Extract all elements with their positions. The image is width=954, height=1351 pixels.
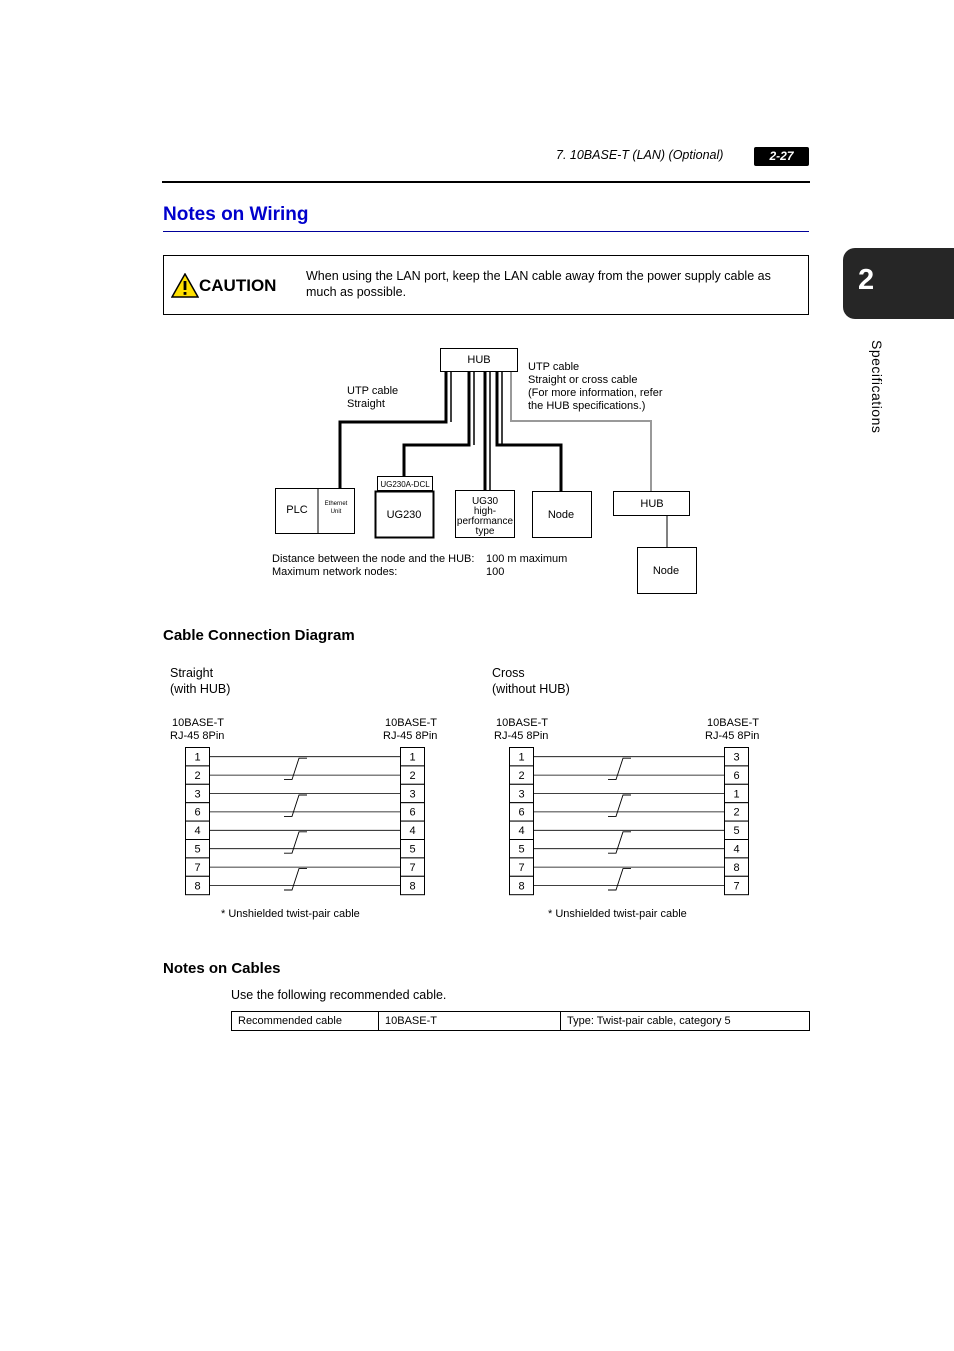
notes-on-cables-heading: Notes on Cables — [163, 960, 281, 977]
straight-left-pin-label: 8 — [194, 880, 201, 893]
cross-right-pin-label: 1 — [733, 788, 740, 801]
straight-left-connector-2: RJ-45 8Pin — [170, 730, 225, 742]
cross-note: * Unshielded twist-pair cable — [548, 908, 687, 920]
hub-second-label: HUB — [640, 498, 664, 510]
distance-label: Distance between the node and the HUB: — [272, 553, 475, 565]
table-cell: Recommended cable — [232, 1012, 379, 1031]
node2-label: Node — [652, 565, 680, 577]
straight-title: Straight — [170, 666, 214, 680]
straight-right-pin-label: 1 — [409, 751, 416, 764]
cross-left-pin-label: 8 — [518, 880, 525, 893]
utp-either-3: (For more information, refer — [528, 387, 663, 399]
cross-right-pin-label: 3 — [733, 751, 740, 764]
straight-right-connector-1: 10BASE-T — [385, 717, 437, 729]
cross-twist-mark — [608, 869, 631, 890]
straight-right-connector-2: RJ-45 8Pin — [383, 730, 438, 742]
ethernet-unit-2: Unit — [330, 509, 342, 515]
cross-right-pin-label: 6 — [733, 769, 740, 782]
straight-twist-mark — [284, 795, 307, 816]
straight-twist-mark — [284, 758, 307, 779]
cross-left-pin-label: 5 — [518, 843, 525, 856]
hub-top-label: HUB — [467, 354, 491, 366]
ug30-1: UG30 — [471, 496, 499, 507]
straight-twist-mark — [284, 832, 307, 853]
cross-twist-mark — [608, 832, 631, 853]
cross-left-pin-label: 2 — [518, 769, 525, 782]
ug30-3: performance — [456, 516, 514, 527]
cross-right-pin-label: 2 — [733, 806, 740, 819]
straight-left-pin-label: 3 — [194, 788, 201, 801]
notes-on-wiring-heading: Notes on Wiring — [163, 204, 309, 225]
straight-right-pin-label: 8 — [409, 880, 416, 893]
straight-right-pin-label: 4 — [409, 825, 416, 838]
plc-label: PLC — [286, 504, 308, 516]
cable-ug230 — [404, 372, 469, 477]
cross-twist-mark — [608, 758, 631, 779]
table-cell: 10BASE-T — [379, 1012, 561, 1031]
ethernet-unit-1: Ethernet — [324, 501, 348, 507]
utp-either-1: UTP cable — [528, 361, 580, 373]
ug30-2: high- — [473, 506, 497, 517]
chapter-number: 2 — [858, 264, 875, 296]
section-title: 7. 10BASE-T (LAN) (Optional) — [556, 148, 724, 162]
page-number: 2-27 — [754, 147, 809, 166]
straight-left-pin-label: 1 — [194, 751, 201, 764]
table-row — [232, 1012, 810, 1031]
table-cell: Type: Twist-pair cable, category 5 — [561, 1012, 810, 1031]
cross-left-connector-2: RJ-45 8Pin — [494, 730, 549, 742]
straight-left-connector-1: 10BASE-T — [172, 717, 224, 729]
caution-label: CAUTION — [199, 276, 277, 295]
straight-right-pin-label: 5 — [409, 843, 416, 856]
cross-right-pin-label: 4 — [733, 843, 740, 856]
straight-left-pin-label: 2 — [194, 769, 201, 782]
cross-right-pin-label: 8 — [733, 861, 740, 874]
straight-subtitle: (with HUB) — [170, 682, 231, 696]
network-diagram — [0, 0, 954, 620]
straight-left-pin-label: 6 — [194, 806, 201, 819]
node1-label: Node — [547, 509, 575, 521]
recommended-cable-table — [231, 1011, 810, 1031]
ug30-4: type — [475, 526, 495, 537]
cross-right-pin-label: 5 — [733, 825, 740, 838]
straight-right-pin-label: 7 — [409, 861, 416, 874]
utp-either-4: the HUB specifications.) — [528, 400, 646, 412]
max-nodes-label: Maximum network nodes: — [272, 566, 398, 578]
utp-either-2: Straight or cross cable — [528, 374, 638, 386]
distance-value: 100 m maximum — [486, 553, 568, 565]
straight-right-pin-label: 2 — [409, 769, 416, 782]
cross-right-pin-label: 7 — [733, 880, 740, 893]
cables-intro: Use the following recommended cable. — [231, 988, 447, 1002]
cross-left-pin-label: 3 — [518, 788, 525, 801]
ug230-label: UG230 — [386, 509, 422, 521]
straight-right-pin-label: 3 — [409, 788, 416, 801]
cross-twist-mark — [608, 795, 631, 816]
cross-right-connector-1: 10BASE-T — [707, 717, 759, 729]
utp-straight-2: Straight — [347, 398, 385, 410]
straight-left-pin-label: 5 — [194, 843, 201, 856]
straight-left-pin-label: 7 — [194, 861, 201, 874]
cross-left-pin-label: 4 — [518, 825, 525, 838]
ug230a-dcl-label: UG230A-DCL — [380, 480, 430, 489]
chapter-label: Specifications — [869, 340, 885, 434]
cross-subtitle: (without HUB) — [492, 682, 570, 696]
cross-left-connector-1: 10BASE-T — [496, 717, 548, 729]
utp-straight-1: UTP cable — [347, 385, 399, 397]
straight-twist-mark — [284, 869, 307, 890]
cross-title: Cross — [492, 666, 525, 680]
pinout-diagrams — [0, 740, 954, 900]
cross-left-pin-label: 7 — [518, 861, 525, 874]
caution-text: When using the LAN port, keep the LAN cable away from the power supply cable as much as possible. — [306, 269, 771, 299]
cross-right-connector-2: RJ-45 8Pin — [705, 730, 760, 742]
straight-note: * Unshielded twist-pair cable — [221, 908, 360, 920]
cable-connection-heading: Cable Connection Diagram — [163, 627, 355, 644]
cross-left-pin-label: 6 — [518, 806, 525, 819]
cross-left-pin-label: 1 — [518, 751, 525, 764]
max-nodes-value: 100 — [486, 566, 505, 578]
straight-right-pin-label: 6 — [409, 806, 416, 819]
straight-left-pin-label: 4 — [194, 825, 201, 838]
